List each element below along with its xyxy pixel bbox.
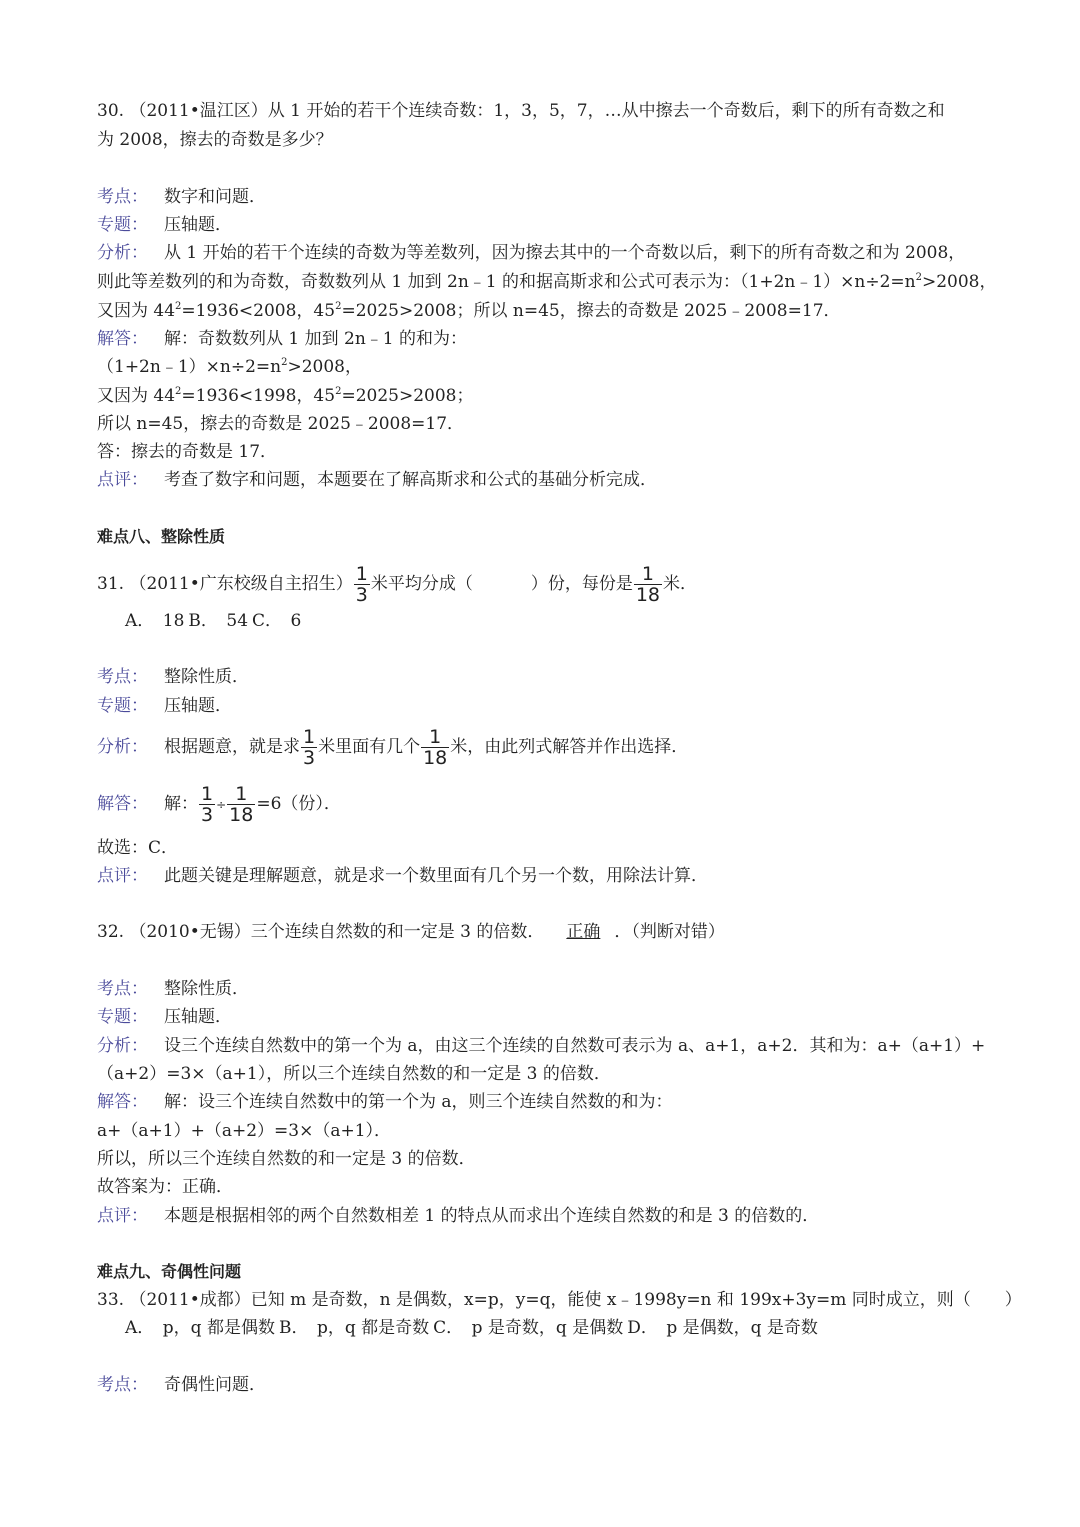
fraction-1-3: [354, 564, 370, 605]
fraction-1-18: [421, 727, 449, 768]
text: >2008，: [287, 357, 362, 377]
fraction-1-3: [301, 727, 317, 768]
text: 答：擦去的奇数是 17．: [97, 442, 278, 462]
q30-fenxi-text: 从 1 开始的若干个连续的奇数为等差数列，因为擦去其中的一个奇数以后，剩下的所有奇数之和为 2008，: [164, 243, 966, 263]
text: 奇偶性问题．: [164, 1375, 266, 1395]
q32-dianping: [97, 1204, 819, 1228]
q30-jieda-line3: [97, 384, 473, 408]
text: 本题是根据相邻的两个自然数相差 1 的特点从而求出个连续自然数的和是 3 的倍数的．: [164, 1206, 820, 1226]
q30-jieda-line4: [97, 412, 464, 436]
option-d: D． p 是偶数，q 是奇数: [627, 1318, 818, 1338]
q31-fenxi: [97, 725, 688, 769]
numerator: 1: [421, 727, 449, 748]
label-jieda: 解答：: [97, 1092, 148, 1112]
question-32-stem: [97, 920, 725, 944]
q32-kaodian: [97, 977, 249, 1001]
text: 米．: [663, 574, 698, 594]
q32-jieda-line2: [97, 1119, 391, 1143]
text: 根据题意，就是求: [164, 737, 300, 757]
superscript: 2: [915, 272, 922, 283]
q30-line1: 30. （2011•温江区）从 1 开始的若干个连续奇数：1，3，5，7，…从中擦去一个奇数后，剩下的所有奇数之和: [97, 101, 945, 121]
q30-jieda-line2: [97, 355, 362, 379]
superscript: 2: [175, 386, 182, 397]
text: 整除性质．: [164, 667, 249, 687]
numerator: 1: [303, 726, 316, 748]
q31-guxuan: [97, 836, 178, 860]
question-33-stem: [97, 1288, 1022, 1312]
text: a+（a+1）+（a+2）=3×（a+1）．: [97, 1121, 392, 1141]
label-dianping: 点评：: [97, 470, 148, 490]
numerator: 1: [201, 783, 214, 805]
q31-dianping: [97, 864, 708, 888]
text: 压轴题．: [164, 1007, 232, 1027]
q30-line2: 为 2008，擦去的奇数是多少？: [97, 130, 333, 150]
label-zhuanti: 专题：: [97, 215, 148, 235]
text: 米，由此列式解答并作出选择．: [450, 737, 689, 757]
q30-fenxi-line3: [97, 299, 841, 323]
q32-fenxi: [97, 1034, 985, 1058]
text: =1936<2008，45: [181, 301, 336, 321]
text: 解：设三个连续自然数中的第一个为 a，则三个连续自然数的和为：: [164, 1092, 673, 1112]
q30-jieda: [97, 327, 467, 351]
q31-kaodian: [97, 665, 249, 689]
label-fenxi: 分析：: [97, 737, 148, 757]
text: 32. （2010•无锡）三个连续自然数的和一定是 3 的倍数．: [97, 922, 545, 942]
fraction-1-18: [227, 784, 255, 825]
text: 整除性质．: [164, 979, 249, 999]
option-a: A． p，q 都是偶数: [125, 1318, 275, 1338]
superscript: 2: [335, 301, 342, 312]
question-30-stem-cont: [97, 128, 333, 152]
text: 故答案为：正确．: [97, 1177, 233, 1197]
label-fenxi: 分析：: [97, 1036, 148, 1056]
denominator: 3: [201, 804, 214, 826]
text: 31. （2011•广东校级自主招生）: [97, 574, 353, 594]
q33-options: [125, 1316, 822, 1340]
q32-zhuanti: [97, 1005, 232, 1029]
q33-kaodian: [97, 1373, 266, 1397]
denominator: 18: [423, 747, 448, 769]
denominator: 18: [229, 804, 254, 826]
text: 米里面有几个: [318, 737, 421, 757]
text: =6（份）．: [256, 794, 341, 814]
section-heading-8: 难点八、整除性质: [97, 527, 226, 546]
text: 此题关键是理解题意，就是求一个数里面有几个另一个数，用除法计算．: [164, 866, 708, 886]
denominator: 18: [635, 584, 661, 606]
label-zhuanti: 专题：: [97, 1007, 148, 1027]
label-fenxi: 分析：: [97, 243, 148, 263]
label-jieda: 解答：: [97, 329, 148, 349]
option-c: C． 6: [252, 611, 302, 631]
q30-fenxi: [97, 241, 965, 265]
question-31-stem: [97, 562, 697, 606]
text: ．（判断对错）: [614, 922, 725, 942]
option-b: B． p，q 都是奇数: [278, 1318, 430, 1338]
text: 考查了数字和问题，本题要在了解高斯求和公式的基础分析完成．: [164, 470, 657, 490]
label-kaodian: 考点：: [97, 667, 148, 687]
q31-zhuanti: [97, 694, 232, 718]
q32-fenxi-line2: [97, 1062, 611, 1086]
q31-options: [125, 609, 305, 633]
q30-fenxi-line2: [97, 270, 997, 294]
q30-dianping: [97, 468, 657, 492]
q31-jieda: [97, 782, 341, 827]
label-zhuanti: 专题：: [97, 696, 148, 716]
denominator: 3: [303, 747, 316, 769]
q30-kaodian-text: 数字和问题．: [164, 187, 266, 207]
text: 又因为 44: [97, 386, 176, 406]
q30-zhuanti: [97, 213, 232, 237]
q32-jieda-line4: [97, 1175, 233, 1199]
text: ）份，每份是: [530, 574, 633, 594]
text: =2025>2008；: [341, 386, 474, 406]
label-dianping: 点评：: [97, 1206, 148, 1226]
text: 则此等差数列的和为奇数，奇数数列从 1 加到 2n﹣1 的和据高斯求和公式可表示为：（1+2n﹣1）×n÷2=n: [97, 272, 916, 292]
text: 解：: [164, 794, 198, 814]
text: （a+2）=3×（a+1），所以三个连续自然数的和一定是 3 的倍数．: [97, 1064, 611, 1084]
superscript: 2: [175, 301, 182, 312]
text: 所以，所以三个连续自然数的和一定是 3 的倍数．: [97, 1149, 476, 1169]
divide-sign: ÷: [216, 798, 227, 812]
fraction-1-3: [199, 784, 215, 825]
text: =1936<1998，45: [181, 386, 336, 406]
text: 解：奇数数列从 1 加到 2n﹣1 的和为：: [164, 329, 468, 349]
text: 设三个连续自然数中的第一个为 a，由这三个连续的自然数可表示为 a、a+1，a+2．其和为：a+（a+1）+: [164, 1036, 986, 1056]
text: （1+2n﹣1）×n÷2=n: [97, 357, 282, 377]
text: 又因为 44: [97, 301, 176, 321]
superscript: 2: [281, 357, 288, 368]
denominator: 3: [355, 584, 368, 606]
q30-kaodian: [97, 185, 266, 209]
option-c: C． p 是奇数，q 是偶数: [433, 1318, 624, 1338]
text: 所以 n=45，擦去的奇数是 2025﹣2008=17．: [97, 414, 465, 434]
q32-jieda: [97, 1090, 673, 1114]
superscript: 2: [335, 386, 342, 397]
answer-underlined: 正确: [566, 922, 601, 942]
label-kaodian: 考点：: [97, 187, 148, 207]
label-jieda: 解答：: [97, 794, 148, 814]
q30-zhuanti-text: 压轴题．: [164, 215, 232, 235]
text: =2025>2008；所以 n=45，擦去的奇数是 2025﹣2008=17．: [341, 301, 841, 321]
label-kaodian: 考点：: [97, 979, 148, 999]
q30-answer: [97, 440, 277, 464]
text: >2008，: [921, 272, 997, 292]
q32-jieda-line3: [97, 1147, 476, 1171]
numerator: 1: [634, 564, 662, 585]
label-dianping: 点评：: [97, 866, 148, 886]
numerator: 1: [355, 563, 368, 585]
label-kaodian: 考点：: [97, 1375, 148, 1395]
text: 故选：C．: [97, 838, 179, 858]
numerator: 1: [227, 784, 255, 805]
fraction-1-18: [634, 564, 662, 605]
option-a: A． 18: [125, 611, 185, 631]
question-30-stem: [97, 99, 945, 123]
section-heading-9: 难点九、奇偶性问题: [97, 1262, 242, 1281]
text: 米平均分成（: [370, 574, 473, 594]
text: 压轴题．: [164, 696, 232, 716]
text: 33. （2011•成都）已知 m 是奇数，n 是偶数，x=p，y=q，能使 x﹣1998y=n 和 199x+3y=m 同时成立，则（ ）: [97, 1290, 1022, 1310]
option-b: B． 54: [188, 611, 249, 631]
